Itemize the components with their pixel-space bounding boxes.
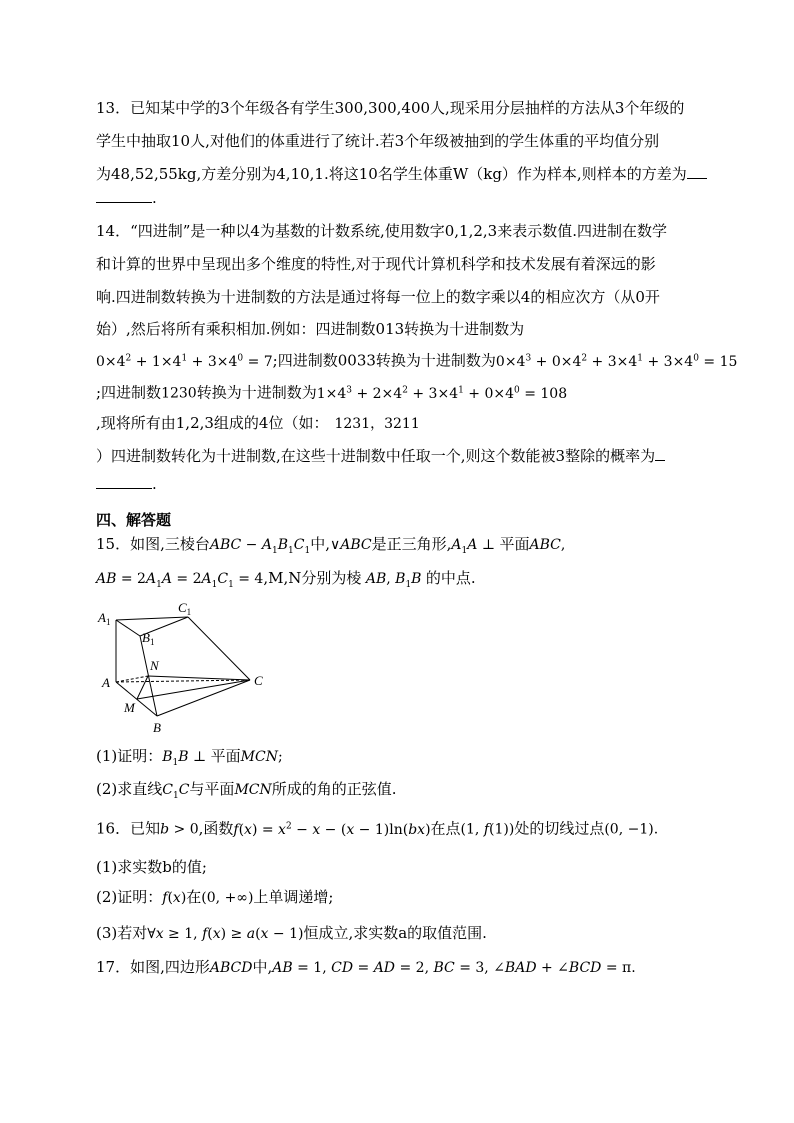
answer-blank	[655, 446, 665, 461]
q14-number-1230: 1230	[161, 385, 197, 402]
q14-line-2: 和计算的世界中呈现出多个维度的特性,对于现代计算机科学和技术发展有着深远的影	[96, 255, 656, 273]
label-A1: $A_1$	[98, 610, 111, 627]
q14-line-6	[96, 380, 567, 400]
q15-part-1	[96, 746, 283, 766]
b1b-perp: $B_1B$ ⊥	[162, 749, 211, 768]
q15-line-2-c: 的中点.	[425, 569, 476, 587]
q14-blank-line: .	[96, 474, 157, 494]
function-f: $f(x) = x^2 - x - (x - 1)\ln(bx)$	[233, 821, 431, 838]
formula-0033: $0\times 4^3 + 0\times 4^2 + 3\times 4^1 + 3\times 4^0 = 15$	[495, 353, 738, 370]
q16-part-2-b: 在	[186, 888, 202, 906]
edges-ab-b1b: AB, $B_1B$	[365, 571, 422, 590]
q17-conditions: AB = 1, CD = AD = 2, BC = 3, ∠BAD + ∠BCD = π.	[272, 960, 636, 976]
frustum-name: ABC − $A_1B_1C_1$	[209, 537, 311, 556]
label-B: B	[153, 720, 161, 735]
q14-line-6-text-a: ;四进制数	[96, 383, 162, 402]
q13-line-3	[96, 164, 707, 184]
formula-013: $0\times 4^2 + 1\times 4^1 + 3\times 4^0 = 7$	[96, 353, 273, 370]
plane-abc: ABC,	[529, 537, 566, 553]
b-positive: b > 0	[160, 821, 199, 838]
q16-line-1	[96, 816, 658, 836]
perp-a1a: $A_1A$ ⊥	[451, 537, 500, 556]
q15-part-2	[96, 779, 397, 799]
q15-part-2-a: (2)求直线	[96, 780, 163, 798]
point-0-neg1: (0, −1).	[604, 821, 659, 838]
label-C1: $C_1$	[178, 600, 192, 617]
q16-line-1-c: 在点	[430, 819, 461, 838]
point-1-f1: (1, f(1))	[460, 821, 515, 838]
q14-line-7-text: ,现将所有由1,2,3组成的4位（如：	[96, 414, 329, 432]
label-A: A	[102, 675, 110, 690]
plane-mcn: MCN;	[240, 749, 283, 765]
answer-blank	[96, 188, 152, 203]
q16-line-1-b: ,函数	[198, 819, 234, 838]
q16-part-2-a: (2)证明：	[96, 888, 163, 906]
q14-line-7	[96, 413, 420, 433]
q13-line-2: 学生中抽取10人,对他们的体重进行了统计.若3个年级被抽到的学生体重的平均值分别	[96, 132, 660, 150]
q15-line-1-a: 15．如图,三棱台	[96, 535, 210, 553]
q17-line-1-b: 中,	[252, 958, 273, 976]
q15-part-1-b: 平面	[210, 747, 241, 765]
label-C: C	[254, 673, 263, 688]
interval-0-inf: (0, +∞)	[201, 890, 254, 906]
q14-line-1: 14．“四进制”是一种以4为基数的计数系统,使用数字0,1,2,3来表示数值.四进制在数学	[96, 222, 667, 240]
q16-part-3	[96, 923, 487, 943]
q15-line-1	[96, 534, 565, 554]
q14-line-3: 响.四进制数转换为十进制数的方法是通过将每一位上的数字乘以4的相应次方（从0开	[96, 288, 660, 306]
label-M: M	[124, 700, 135, 715]
q15-line-1-b: 中,	[310, 535, 330, 553]
q17-line-1	[96, 957, 636, 977]
q15-part-1-a: (1)证明：	[96, 747, 163, 765]
q13-blank-line: .	[96, 188, 157, 208]
q16-line-1-d: 处的切线过点	[514, 819, 605, 838]
line-c1c: $C_1C$	[162, 782, 190, 801]
q15-line-2-b: ,M,N分别为棱	[263, 569, 362, 587]
q14-line-8	[96, 446, 665, 466]
q15-line-1-c: 是正三角形,	[371, 535, 452, 553]
q16-part-1: (1)求实数b的值;	[96, 858, 207, 876]
q16-line-1-a: 16．已知	[96, 819, 161, 838]
fx: f(x)	[162, 890, 187, 906]
q16-part-3-b: 恒成立,求实数a的取值范围.	[303, 924, 487, 942]
q16-part-2	[96, 887, 333, 907]
q14-line-6-text-b: 转换为十进制数为	[196, 383, 317, 402]
answer-blank	[687, 164, 707, 179]
q16-part-3-a: (3)若对	[96, 924, 148, 942]
inequality: ∀x ≥ 1, f(x) ≥ a(x − 1)	[147, 926, 304, 942]
section-heading: 四、解答题	[96, 511, 172, 529]
q15-part-2-b: 与平面	[189, 780, 235, 798]
q15-line-1-d: 平面	[499, 535, 530, 553]
q14-line-4: 始）,然后将所有乘积相加.例如：四进制数013转换为十进制数为	[96, 320, 525, 338]
triangle-abc: ∨ABC	[330, 537, 372, 553]
quad-abcd: ABCD	[209, 960, 253, 976]
q14-line-5-text: ;四进制数0033转换为十进制数为	[272, 351, 496, 370]
plane-mcn-2: MCN	[234, 782, 272, 798]
q14-line-5	[96, 348, 737, 368]
answer-blank	[96, 474, 152, 489]
q15-line-2	[96, 568, 476, 588]
q13-line-1: 13．已知某中学的3个年级各有学生300,300,400人,现采用分层抽样的方法从3个年级的	[96, 99, 685, 117]
q15-part-2-c: 所成的角的正弦值.	[271, 780, 397, 798]
q13-line-3-text: 为48,52,55kg,方差分别为4,10,1.将这10名学生体重W（kg）作为样本,则样本的方差为	[96, 165, 687, 183]
frustum-figure	[96, 598, 276, 738]
formula-1230: $1\times 4^3 + 2\times 4^2 + 3\times 4^1 + 0\times 4^0 = 108$	[316, 385, 568, 402]
length-relation: AB = $2A_1A = 2A_1C_1 = 4$	[96, 571, 264, 590]
q16-part-2-c: 上单调递增;	[253, 888, 334, 906]
label-N: N	[150, 658, 159, 673]
q14-line-8-text: ）四进制数转化为十进制数,在这些十进制数中任取一个,则这个数能被3整除的概率为	[96, 447, 656, 465]
q14-example: 1231，3211	[334, 416, 420, 432]
label-B1: $B_1$	[142, 630, 155, 647]
q17-line-1-a: 17．如图,四边形	[96, 958, 210, 976]
